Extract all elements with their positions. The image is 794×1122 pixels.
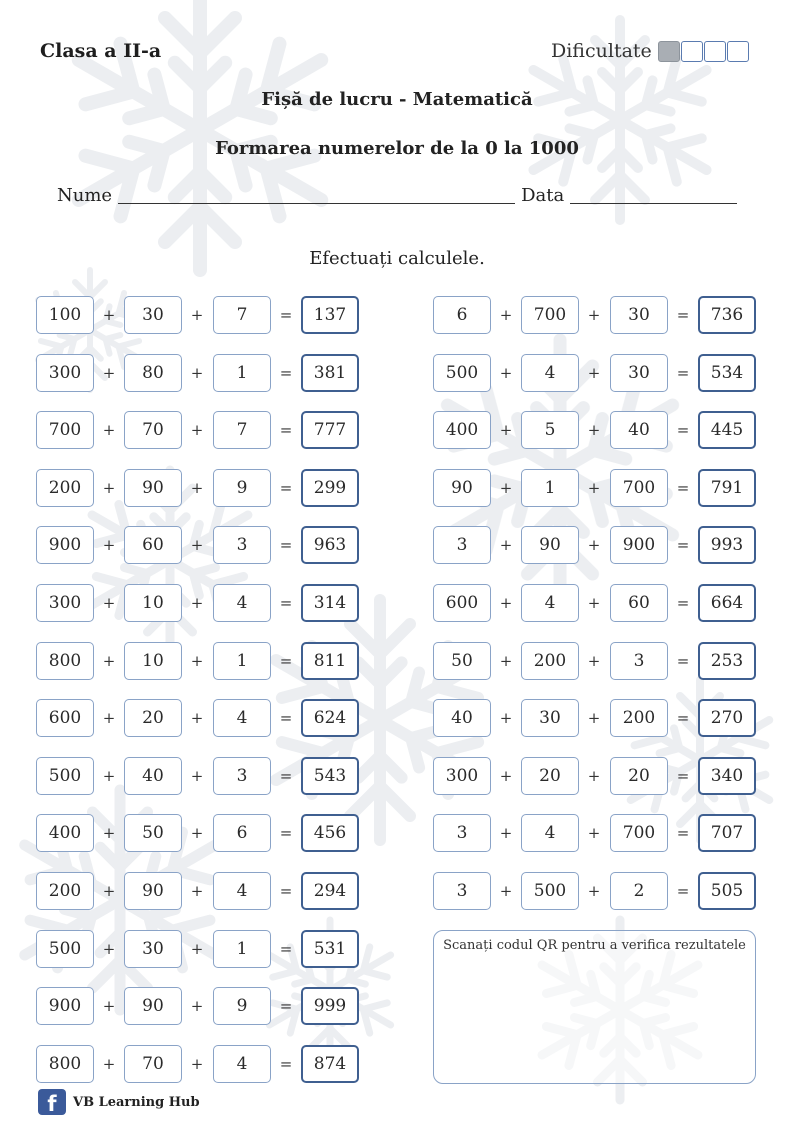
plus-sign: + bbox=[102, 306, 116, 324]
equals-sign: = bbox=[279, 594, 293, 612]
equals-sign: = bbox=[279, 363, 293, 382]
name-date-row bbox=[57, 185, 743, 206]
plus-sign: + bbox=[102, 997, 116, 1016]
plus-sign: + bbox=[102, 824, 116, 843]
addend-box: 600 bbox=[433, 584, 491, 622]
equals-sign: = bbox=[676, 824, 690, 843]
equals-sign: = bbox=[279, 766, 293, 785]
addend-box: 30 bbox=[521, 699, 579, 737]
addend-box: 700 bbox=[610, 814, 668, 852]
result-box[interactable]: 874 bbox=[301, 1045, 359, 1083]
plus-sign: + bbox=[587, 421, 601, 440]
addend-box: 30 bbox=[610, 296, 668, 334]
plus-sign: + bbox=[102, 1054, 116, 1073]
result-box[interactable]: 314 bbox=[301, 584, 359, 622]
result-box[interactable]: 999 bbox=[301, 987, 359, 1025]
addend-box: 200 bbox=[36, 872, 94, 910]
equals-sign: = bbox=[676, 882, 690, 900]
addend-box: 1 bbox=[213, 642, 271, 680]
addend-box: 7 bbox=[213, 296, 271, 334]
addend-box: 20 bbox=[521, 757, 579, 795]
equals-sign: = bbox=[279, 824, 293, 843]
exercise-row-left bbox=[36, 930, 359, 968]
plus-sign: + bbox=[587, 709, 601, 728]
brand-name: VB Learning Hub bbox=[73, 1094, 200, 1110]
result-box[interactable]: 445 bbox=[698, 411, 756, 449]
addend-box: 30 bbox=[124, 296, 182, 334]
addend-box: 500 bbox=[521, 872, 579, 910]
addend-box: 300 bbox=[36, 584, 94, 622]
addend-box: 4 bbox=[521, 814, 579, 852]
date-label: Data bbox=[521, 185, 565, 206]
result-box[interactable]: 791 bbox=[698, 469, 756, 507]
addend-box: 10 bbox=[124, 642, 182, 680]
addend-box: 90 bbox=[124, 469, 182, 507]
equals-sign: = bbox=[676, 651, 690, 670]
addend-box: 60 bbox=[124, 526, 182, 564]
plus-sign: + bbox=[102, 421, 116, 440]
plus-sign: + bbox=[102, 709, 116, 728]
plus-sign: + bbox=[587, 478, 601, 497]
plus-sign: + bbox=[190, 421, 204, 440]
plus-sign: + bbox=[190, 824, 204, 843]
plus-sign: + bbox=[499, 306, 513, 324]
instruction-text: Efectuați calculele. bbox=[309, 248, 485, 269]
addend-box: 600 bbox=[36, 699, 94, 737]
result-box[interactable]: 137 bbox=[301, 296, 359, 334]
exercise-row-left bbox=[36, 814, 359, 852]
plus-sign: + bbox=[102, 766, 116, 785]
equals-sign: = bbox=[676, 766, 690, 785]
plus-sign: + bbox=[190, 882, 204, 900]
equals-sign: = bbox=[676, 536, 690, 555]
qr-code-box bbox=[433, 930, 756, 1084]
addend-box: 3 bbox=[213, 757, 271, 795]
plus-sign: + bbox=[190, 651, 204, 670]
addend-box: 90 bbox=[124, 872, 182, 910]
grade-label: Clasa a II-a bbox=[40, 40, 162, 62]
exercise-row-right bbox=[433, 296, 756, 334]
addend-box: 4 bbox=[213, 584, 271, 622]
addend-box: 3 bbox=[433, 814, 491, 852]
plus-sign: + bbox=[587, 536, 601, 555]
addend-box: 700 bbox=[36, 411, 94, 449]
result-box[interactable]: 534 bbox=[698, 354, 756, 392]
result-box[interactable]: 963 bbox=[301, 526, 359, 564]
result-box[interactable]: 294 bbox=[301, 872, 359, 910]
addend-box: 4 bbox=[213, 699, 271, 737]
qr-caption: Scanați codul QR pentru a verifica rezultatele bbox=[443, 938, 746, 953]
exercise-row-left bbox=[36, 296, 359, 334]
result-box[interactable]: 777 bbox=[301, 411, 359, 449]
addend-box: 900 bbox=[610, 526, 668, 564]
addend-box: 500 bbox=[433, 354, 491, 392]
addend-box: 6 bbox=[433, 296, 491, 334]
exercise-row-right bbox=[433, 526, 756, 564]
result-box[interactable]: 543 bbox=[301, 757, 359, 795]
equals-sign: = bbox=[279, 536, 293, 555]
equals-sign: = bbox=[279, 709, 293, 728]
result-box[interactable]: 253 bbox=[698, 642, 756, 680]
plus-sign: + bbox=[190, 306, 204, 324]
exercise-row-left bbox=[36, 354, 359, 392]
plus-sign: + bbox=[190, 1054, 204, 1073]
addend-box: 4 bbox=[521, 354, 579, 392]
equals-sign: = bbox=[279, 306, 293, 324]
addend-box: 400 bbox=[36, 814, 94, 852]
addend-box: 40 bbox=[433, 699, 491, 737]
facebook-icon[interactable]: f bbox=[38, 1089, 66, 1115]
equals-sign: = bbox=[676, 709, 690, 728]
addend-box: 4 bbox=[213, 872, 271, 910]
plus-sign: + bbox=[190, 939, 204, 958]
plus-sign: + bbox=[499, 651, 513, 670]
addend-box: 300 bbox=[36, 354, 94, 392]
exercise-row-right bbox=[433, 757, 756, 795]
equals-sign: = bbox=[676, 594, 690, 612]
plus-sign: + bbox=[499, 882, 513, 900]
difficulty-box bbox=[681, 41, 703, 62]
exercise-row-right bbox=[433, 699, 756, 737]
addend-box: 800 bbox=[36, 642, 94, 680]
plus-sign: + bbox=[190, 594, 204, 612]
plus-sign: + bbox=[587, 824, 601, 843]
equals-sign: = bbox=[279, 882, 293, 900]
addend-box: 90 bbox=[521, 526, 579, 564]
addend-box: 20 bbox=[124, 699, 182, 737]
plus-sign: + bbox=[102, 939, 116, 958]
plus-sign: + bbox=[587, 882, 601, 900]
result-box[interactable]: 505 bbox=[698, 872, 756, 910]
plus-sign: + bbox=[587, 651, 601, 670]
addend-box: 90 bbox=[124, 987, 182, 1025]
plus-sign: + bbox=[190, 997, 204, 1016]
addend-box: 100 bbox=[36, 296, 94, 334]
plus-sign: + bbox=[499, 421, 513, 440]
addend-box: 200 bbox=[610, 699, 668, 737]
equals-sign: = bbox=[279, 478, 293, 497]
plus-sign: + bbox=[499, 363, 513, 382]
plus-sign: + bbox=[499, 594, 513, 612]
equals-sign: = bbox=[279, 939, 293, 958]
addend-box: 3 bbox=[213, 526, 271, 564]
result-box[interactable]: 299 bbox=[301, 469, 359, 507]
exercise-row-left bbox=[36, 1045, 359, 1083]
result-box[interactable]: 664 bbox=[698, 584, 756, 622]
exercise-row-right bbox=[433, 814, 756, 852]
equals-sign: = bbox=[676, 478, 690, 497]
plus-sign: + bbox=[190, 709, 204, 728]
plus-sign: + bbox=[102, 363, 116, 382]
addend-box: 700 bbox=[610, 469, 668, 507]
worksheet-title: Fișă de lucru - Matematică bbox=[261, 89, 533, 110]
equals-sign: = bbox=[279, 1054, 293, 1073]
result-box[interactable]: 707 bbox=[698, 814, 756, 852]
addend-box: 5 bbox=[521, 411, 579, 449]
difficulty-box bbox=[704, 41, 726, 62]
exercise-row-left bbox=[36, 526, 359, 564]
addend-box: 300 bbox=[433, 757, 491, 795]
addend-box: 30 bbox=[610, 354, 668, 392]
addend-box: 200 bbox=[36, 469, 94, 507]
exercise-row-left bbox=[36, 757, 359, 795]
exercise-row-left bbox=[36, 411, 359, 449]
exercise-row-right bbox=[433, 469, 756, 507]
addend-box: 900 bbox=[36, 987, 94, 1025]
plus-sign: + bbox=[102, 536, 116, 555]
addend-box: 9 bbox=[213, 469, 271, 507]
name-label: Nume bbox=[57, 185, 113, 206]
addend-box: 10 bbox=[124, 584, 182, 622]
exercise-row-left bbox=[36, 642, 359, 680]
addend-box: 50 bbox=[124, 814, 182, 852]
result-box[interactable]: 531 bbox=[301, 930, 359, 968]
result-box[interactable]: 381 bbox=[301, 354, 359, 392]
addend-box: 700 bbox=[521, 296, 579, 334]
plus-sign: + bbox=[587, 594, 601, 612]
equals-sign: = bbox=[279, 997, 293, 1016]
exercise-row-right bbox=[433, 354, 756, 392]
difficulty-box bbox=[658, 41, 680, 62]
plus-sign: + bbox=[499, 478, 513, 497]
equals-sign: = bbox=[676, 363, 690, 382]
addend-box: 70 bbox=[124, 411, 182, 449]
addend-box: 200 bbox=[521, 642, 579, 680]
plus-sign: + bbox=[102, 651, 116, 670]
equals-sign: = bbox=[676, 306, 690, 324]
addend-box: 500 bbox=[36, 930, 94, 968]
addend-box: 1 bbox=[213, 930, 271, 968]
exercise-row-left bbox=[36, 872, 359, 910]
result-box[interactable]: 340 bbox=[698, 757, 756, 795]
plus-sign: + bbox=[499, 766, 513, 785]
result-box[interactable]: 624 bbox=[301, 699, 359, 737]
addend-box: 7 bbox=[213, 411, 271, 449]
plus-sign: + bbox=[499, 536, 513, 555]
equals-sign: = bbox=[279, 421, 293, 440]
plus-sign: + bbox=[587, 363, 601, 382]
exercise-row-left bbox=[36, 987, 359, 1025]
addend-box: 40 bbox=[610, 411, 668, 449]
addend-box: 1 bbox=[521, 469, 579, 507]
plus-sign: + bbox=[499, 824, 513, 843]
addend-box: 1 bbox=[213, 354, 271, 392]
plus-sign: + bbox=[190, 536, 204, 555]
exercise-row-left bbox=[36, 469, 359, 507]
plus-sign: + bbox=[499, 709, 513, 728]
equals-sign: = bbox=[676, 421, 690, 440]
footer bbox=[38, 1089, 200, 1115]
exercise-row-right bbox=[433, 584, 756, 622]
equals-sign: = bbox=[279, 651, 293, 670]
result-box[interactable]: 811 bbox=[301, 642, 359, 680]
addend-box: 900 bbox=[36, 526, 94, 564]
difficulty-boxes bbox=[658, 41, 750, 62]
addend-box: 400 bbox=[433, 411, 491, 449]
addend-box: 80 bbox=[124, 354, 182, 392]
difficulty-box bbox=[727, 41, 749, 62]
addend-box: 6 bbox=[213, 814, 271, 852]
addend-box: 20 bbox=[610, 757, 668, 795]
addend-box: 3 bbox=[433, 526, 491, 564]
plus-sign: + bbox=[190, 363, 204, 382]
exercise-row-right bbox=[433, 411, 756, 449]
exercise-row-left bbox=[36, 699, 359, 737]
plus-sign: + bbox=[190, 478, 204, 497]
plus-sign: + bbox=[190, 766, 204, 785]
addend-box: 800 bbox=[36, 1045, 94, 1083]
addend-box: 4 bbox=[213, 1045, 271, 1083]
addend-box: 90 bbox=[433, 469, 491, 507]
name-field[interactable] bbox=[118, 185, 515, 204]
addend-box: 50 bbox=[433, 642, 491, 680]
topic-title: Formarea numerelor de la 0 la 1000 bbox=[215, 138, 579, 159]
addend-box: 4 bbox=[521, 584, 579, 622]
difficulty-indicator bbox=[551, 40, 750, 62]
addend-box: 70 bbox=[124, 1045, 182, 1083]
addend-box: 2 bbox=[610, 872, 668, 910]
addend-box: 40 bbox=[124, 757, 182, 795]
exercise-row-right bbox=[433, 642, 756, 680]
plus-sign: + bbox=[587, 766, 601, 785]
addend-box: 60 bbox=[610, 584, 668, 622]
date-field[interactable] bbox=[570, 185, 737, 204]
addend-box: 3 bbox=[610, 642, 668, 680]
addend-box: 30 bbox=[124, 930, 182, 968]
plus-sign: + bbox=[102, 478, 116, 497]
exercise-row-left bbox=[36, 584, 359, 622]
plus-sign: + bbox=[587, 306, 601, 324]
difficulty-label: Dificultate bbox=[551, 40, 652, 62]
addend-box: 3 bbox=[433, 872, 491, 910]
result-box[interactable]: 993 bbox=[698, 526, 756, 564]
result-box[interactable]: 270 bbox=[698, 699, 756, 737]
addend-box: 500 bbox=[36, 757, 94, 795]
exercise-row-right bbox=[433, 872, 756, 910]
result-box[interactable]: 456 bbox=[301, 814, 359, 852]
plus-sign: + bbox=[102, 882, 116, 900]
result-box[interactable]: 736 bbox=[698, 296, 756, 334]
addend-box: 9 bbox=[213, 987, 271, 1025]
plus-sign: + bbox=[102, 594, 116, 612]
